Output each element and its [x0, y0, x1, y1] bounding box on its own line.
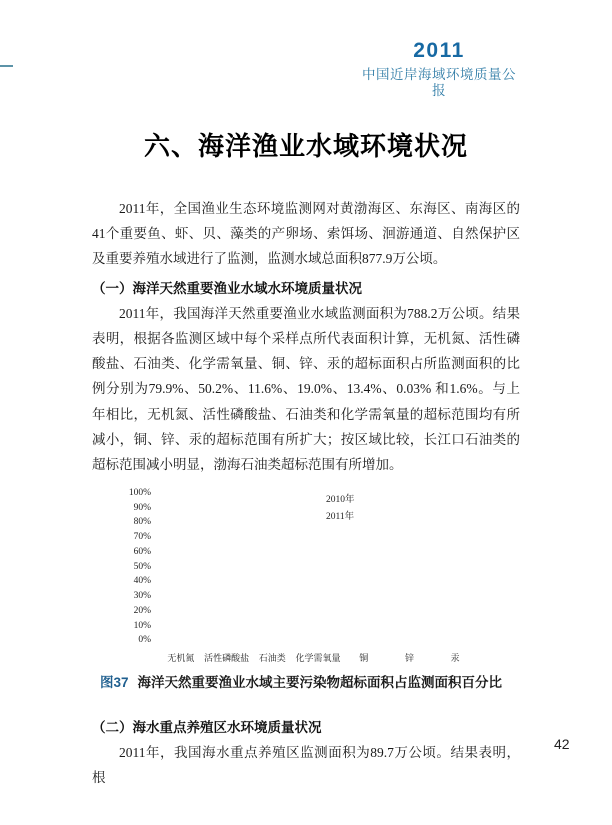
y-tick-label: 10%	[133, 620, 151, 631]
figure-caption	[92, 674, 520, 693]
chapter-title: 六、海洋渔业水域环境状况	[143, 132, 468, 161]
x-category-label: 无机氮	[167, 652, 195, 663]
header-bulletin-title: 中国近岸海域环境质量公报	[362, 67, 516, 99]
y-tick-label: 90%	[133, 502, 151, 513]
section-2-heading: （二）海水重点养殖区水环境质量状况	[92, 719, 322, 735]
x-category-label: 化学需氧量	[295, 652, 341, 663]
y-tick-label: 80%	[133, 517, 151, 528]
y-tick-label: 70%	[133, 532, 151, 543]
x-category-label: 活性磷酸盐	[204, 652, 250, 663]
content-column	[92, 130, 520, 790]
header-brand	[356, 40, 522, 99]
section-1-heading: （一）海洋天然重要渔业水域水环境质量状况	[92, 281, 362, 297]
header-year: 2011	[413, 39, 465, 62]
y-tick-label: 60%	[133, 546, 151, 557]
y-tick-label: 30%	[133, 591, 151, 602]
x-category-label: 铜	[359, 652, 369, 663]
bar-chart	[124, 489, 478, 664]
y-tick-label: 50%	[133, 561, 151, 572]
chart-x-axis	[158, 651, 478, 664]
figure-caption-label: 图37	[100, 674, 129, 690]
header-edge-tick	[0, 65, 13, 67]
figure-caption-text: 海洋天然重要渔业水域主要污染物超标面积占监测面积百分比	[137, 674, 503, 690]
paragraph-overview: 2011年，全国渔业生态环境监测网对黄渤海区、东海区、南海区的41个重要鱼、虾、贝、藻类的产卵场、索饵场、洄游通道、自然保护区及重要养殖水域进行了监测，监测水域总面积877.9万公顷。	[92, 200, 520, 266]
y-tick-label: 100%	[128, 487, 151, 498]
legend-item: 2010年	[326, 494, 355, 505]
paragraph-aquaculture: 2011年，我国海水重点养殖区监测面积为89.7万公顷。结果表明，根	[92, 744, 520, 785]
paragraph-natural-waters: 2011年，我国海洋天然重要渔业水域监测面积为788.2万公顷。结果表明，根据各监测区域中每个采样点所代表面积计算，无机氮、活性磷酸盐、石油类、化学需氧量、铜、锌、汞的超标面积占所监测面积的比例分别为79.9%、50.2%、11.6%、19.0%、13.4%、0.03% 和1.6%。与上年相比，无机氮、活性磷酸盐、石油类和化学需氧量的超标范围均有所减小，铜、锌、汞的超标范围有所扩大；按区域比较，长江口石油类的超标范围减小明显，渤海石油类超标范围有所增加。	[92, 306, 520, 472]
page-number: 42	[554, 736, 570, 752]
y-tick-label: 40%	[133, 576, 151, 587]
chart-y-axis	[124, 489, 158, 646]
x-category-label: 锌	[404, 652, 414, 663]
chart-plot-area	[158, 489, 478, 646]
y-tick-label: 20%	[133, 605, 151, 616]
legend-item: 2011年	[326, 512, 355, 523]
y-tick-label: 0%	[138, 635, 151, 646]
figure-37	[92, 489, 520, 693]
x-category-label: 石油类	[258, 652, 286, 663]
x-category-label: 汞	[450, 652, 460, 663]
chart-legend	[326, 496, 355, 531]
